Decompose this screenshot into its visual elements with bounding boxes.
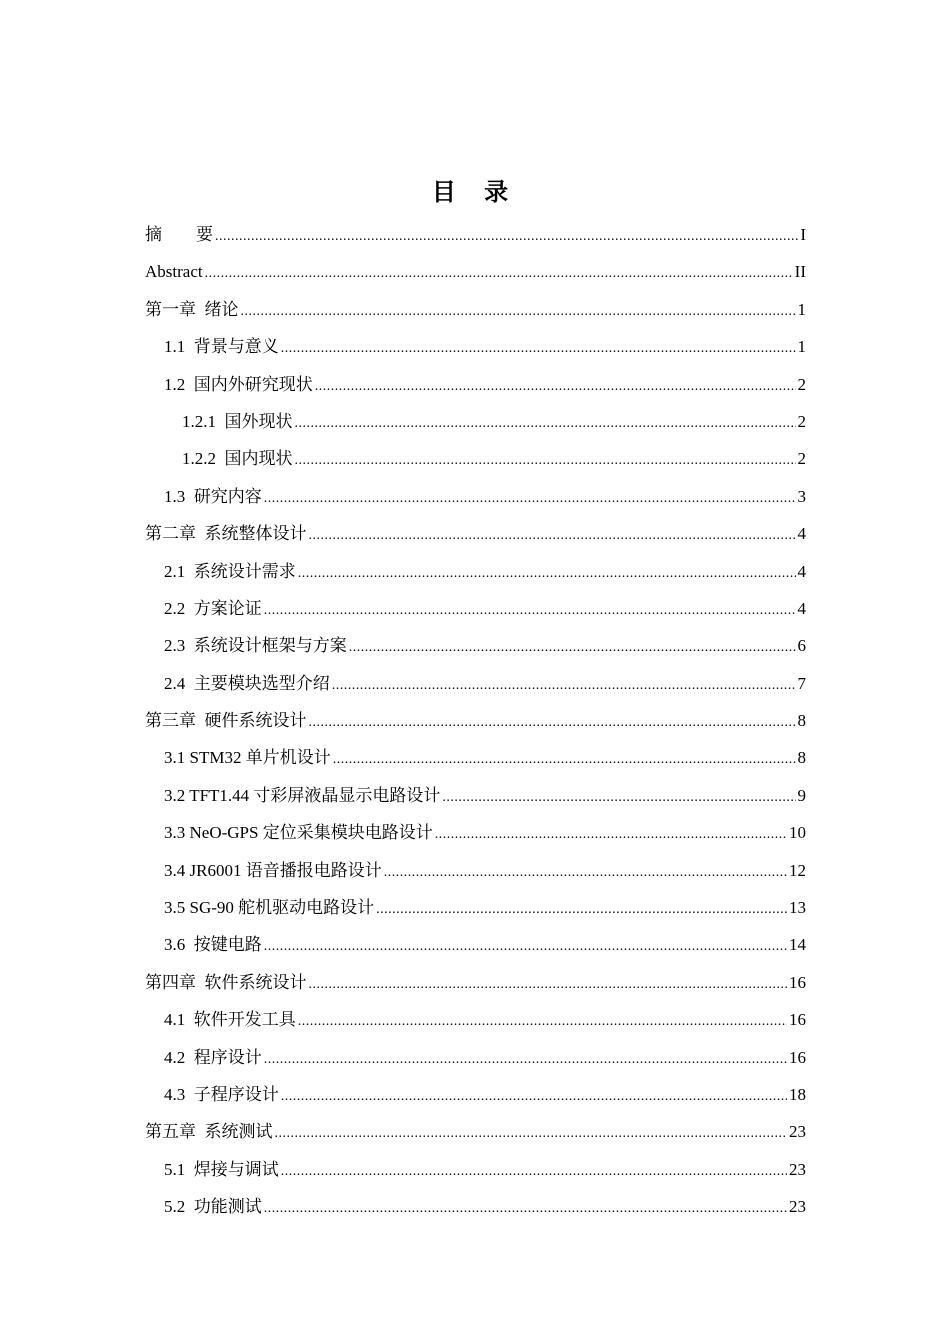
toc-entry[interactable]	[145, 440, 806, 477]
toc-page-number: 23	[789, 1159, 806, 1179]
toc-entry-title: 3.2 TFT1.44 寸彩屏液晶显示电路设计	[164, 785, 441, 805]
dot-leader	[315, 366, 796, 405]
toc-entry[interactable]	[145, 665, 806, 702]
toc-entry-title: 3.5 SG-90 舵机驱动电路设计	[164, 898, 375, 918]
toc-entry[interactable]	[145, 366, 806, 403]
toc-entry-title: 3.1 STM32 单片机设计	[164, 748, 331, 768]
toc-entry-title: 3.3 NeO-GPS 定位采集模块电路设计	[164, 823, 433, 843]
toc-page-number: 9	[797, 785, 806, 805]
toc-entry[interactable]	[145, 1001, 806, 1038]
toc-page-number: 8	[797, 748, 806, 768]
toc-entry[interactable]	[145, 739, 806, 776]
toc-entry-title: 第一章 绪论	[145, 299, 239, 319]
toc-entry-title: 5.2 功能测试	[164, 1197, 262, 1217]
dot-leader	[333, 739, 796, 778]
toc-entry-title: Abstract	[145, 262, 203, 282]
dot-leader	[376, 889, 787, 928]
toc-entry[interactable]	[145, 328, 806, 365]
toc-entry-title: 第三章 硬件系统设计	[145, 711, 307, 731]
toc-page-number: 10	[789, 823, 806, 843]
toc-entry[interactable]	[145, 515, 806, 552]
toc-entry[interactable]	[145, 627, 806, 664]
toc-entry-title: 摘 要	[145, 225, 213, 244]
table-of-contents	[145, 216, 806, 1226]
toc-entry-title: 第五章 系统测试	[145, 1122, 273, 1142]
dot-leader	[264, 478, 796, 517]
toc-entry[interactable]	[145, 889, 806, 926]
toc-page-number: 2	[797, 411, 806, 431]
toc-page-number: 12	[789, 860, 806, 880]
dot-leader	[241, 291, 796, 330]
toc-entry-title: 1.2.2 国内现状	[182, 449, 293, 469]
dot-leader	[264, 590, 796, 629]
toc-page-number: 16	[789, 1010, 806, 1030]
toc-page-number: 1	[797, 337, 806, 357]
dot-leader	[295, 403, 796, 442]
toc-entry-title: 1.2.1 国外现状	[182, 411, 293, 431]
dot-leader	[281, 1151, 787, 1190]
toc-page-number: 4	[797, 561, 806, 581]
dot-leader	[264, 926, 787, 965]
dot-leader	[295, 440, 796, 479]
toc-page-number: 2	[797, 374, 806, 394]
toc-entry[interactable]	[145, 1151, 806, 1188]
toc-page-number: 16	[789, 972, 806, 992]
toc-entry[interactable]	[145, 553, 806, 590]
toc-entry[interactable]	[145, 590, 806, 627]
dot-leader	[309, 702, 796, 741]
dot-leader	[264, 1039, 787, 1078]
toc-page-number: 23	[789, 1197, 806, 1217]
toc-entry[interactable]	[145, 702, 806, 739]
toc-entry-title: 1.1 背景与意义	[164, 337, 279, 357]
toc-entry[interactable]	[145, 291, 806, 328]
toc-entry[interactable]	[145, 964, 806, 1001]
toc-entry-title: 2.2 方案论证	[164, 598, 262, 618]
toc-page-number: 3	[797, 486, 806, 506]
toc-entry-title: 第二章 系统整体设计	[145, 524, 307, 544]
toc-page-number: 13	[789, 898, 806, 918]
toc-page-number: 6	[797, 636, 806, 656]
toc-entry-title: 4.2 程序设计	[164, 1047, 262, 1067]
toc-entry-title: 4.3 子程序设计	[164, 1084, 279, 1104]
dot-leader	[332, 665, 796, 704]
toc-entry[interactable]	[145, 777, 806, 814]
toc-entry[interactable]	[145, 814, 806, 851]
toc-entry-title: 2.3 系统设计框架与方案	[164, 636, 347, 656]
toc-entry[interactable]	[145, 216, 806, 253]
toc-entry[interactable]	[145, 1113, 806, 1150]
toc-page-number: 1	[797, 299, 806, 319]
toc-entry[interactable]	[145, 852, 806, 889]
toc-page-number: 2	[797, 449, 806, 469]
toc-page-number: 14	[789, 935, 806, 955]
toc-entry-title: 2.4 主要模块选型介绍	[164, 673, 330, 693]
dot-leader	[275, 1113, 788, 1152]
toc-page-number: 4	[797, 524, 806, 544]
dot-leader	[309, 515, 796, 554]
toc-entry-title: 2.1 系统设计需求	[164, 561, 296, 581]
dot-leader	[442, 777, 795, 816]
dot-leader	[349, 627, 796, 666]
toc-page-number: I	[800, 225, 806, 244]
toc-page-number: 8	[797, 711, 806, 731]
toc-entry[interactable]	[145, 1039, 806, 1076]
toc-page-number: 7	[797, 673, 806, 693]
dot-leader	[264, 1188, 787, 1227]
dot-leader	[281, 1076, 787, 1115]
toc-page-number: 23	[789, 1122, 806, 1142]
dot-leader	[298, 553, 796, 592]
toc-entry[interactable]	[145, 926, 806, 963]
dot-leader	[298, 1001, 787, 1040]
dot-leader	[281, 328, 796, 367]
toc-entry-title: 3.4 JR6001 语音播报电路设计	[164, 860, 382, 880]
toc-entry[interactable]	[145, 403, 806, 440]
dot-leader	[205, 253, 793, 292]
toc-entry-title: 3.6 按键电路	[164, 935, 262, 955]
toc-page-number: 18	[789, 1084, 806, 1104]
dot-leader	[309, 964, 788, 1003]
toc-page-number: 16	[789, 1047, 806, 1067]
toc-page-number: II	[794, 262, 806, 282]
toc-entry-title: 1.3 研究内容	[164, 486, 262, 506]
toc-entry[interactable]	[145, 1076, 806, 1113]
dot-leader	[384, 852, 787, 891]
dot-leader	[435, 814, 787, 853]
toc-entry-title: 4.1 软件开发工具	[164, 1010, 296, 1030]
toc-entry[interactable]	[145, 478, 806, 515]
toc-entry-title: 5.1 焊接与调试	[164, 1159, 279, 1179]
toc-entry[interactable]	[145, 1188, 806, 1225]
toc-entry[interactable]	[145, 253, 806, 290]
page-title: 目 录	[431, 178, 519, 206]
toc-page-number: 4	[797, 598, 806, 618]
toc-entry-title: 1.2 国内外研究现状	[164, 374, 313, 394]
dot-leader	[215, 216, 798, 255]
toc-entry-title: 第四章 软件系统设计	[145, 972, 307, 992]
